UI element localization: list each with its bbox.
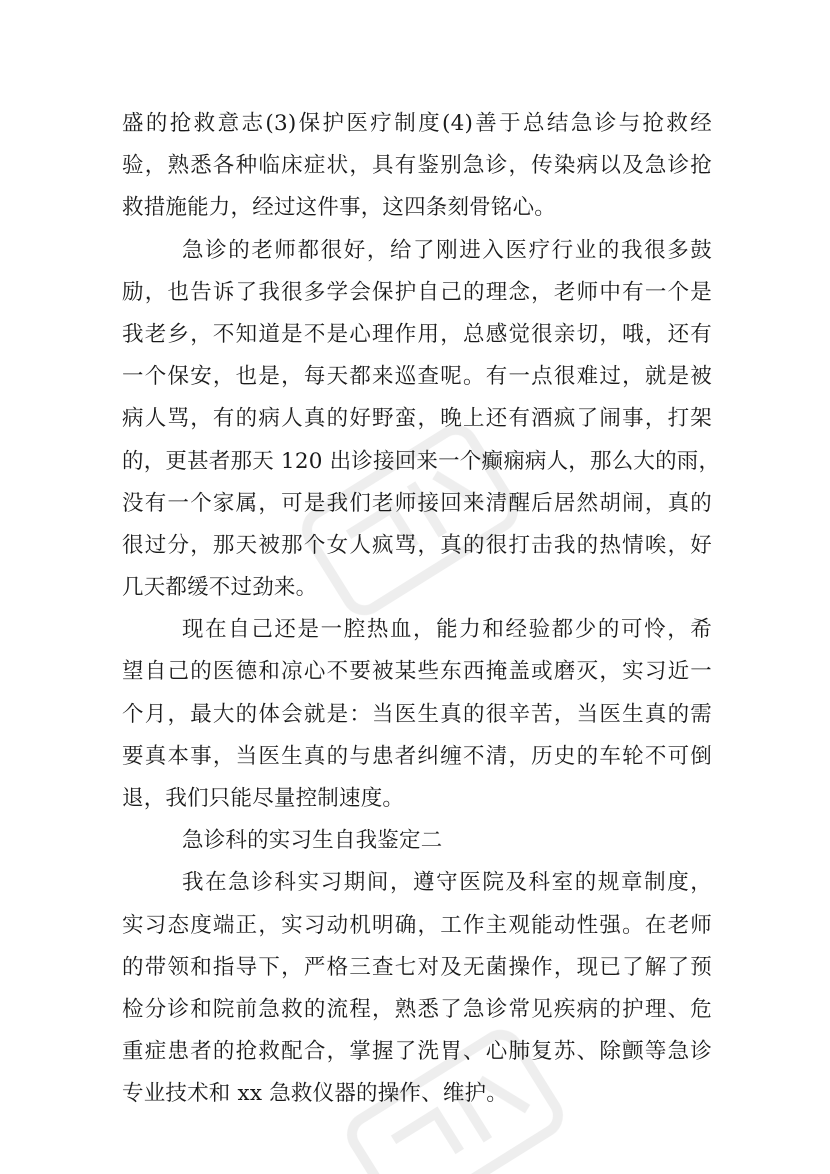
text-line: 盛的抢救意志(3)保护医疗制度(4)善于总结急诊与抢救经	[122, 111, 712, 136]
text-line: 个月，最大的体会就是：当医生真的很辛苦，当医生真的需	[122, 701, 712, 727]
text-line: 一个保安，也是，每天都来巡查呢。有一点很难过，就是被	[122, 364, 712, 390]
text-line: 没有一个家属，可是我们老师接回来清醒后居然胡闹，真的	[122, 490, 712, 516]
text-line: 病人骂，有的病人真的好野蛮，晚上还有酒疯了闹事，打架	[122, 406, 712, 432]
text-line: 望自己的医德和凉心不要被某些东西掩盖或磨灭，实习近一	[122, 659, 712, 685]
text-line: 的带领和指导下，严格三查七对及无菌操作，现已了解了预	[122, 954, 712, 980]
paragraph-start-line: 现在自己还是一腔热血，能力和经验都少的可怜，希	[182, 617, 712, 643]
text-line: 我老乡，不知道是不是心理作用，总感觉很亲切，哦，还有	[122, 321, 712, 347]
text-line: 励，也告诉了我很多学会保护自己的理念，老师中有一个是	[122, 279, 712, 305]
text-line: 实习态度端正，实习动机明确，工作主观能动性强。在老师	[122, 912, 712, 938]
text-line: 退，我们只能尽量控制速度。	[122, 786, 405, 811]
text-line: 的，更甚者那天 120 出诊接回来一个癫痫病人，那么大的雨，	[122, 448, 721, 474]
text-line: 检分诊和院前急救的流程，熟悉了急诊常见疾病的护理、危	[122, 996, 712, 1022]
text-line: 救措施能力，经过这件事，这四条刻骨铭心。	[122, 195, 557, 221]
section-heading: 急诊科的实习生自我鉴定二	[182, 828, 443, 854]
text-line: 重症患者的抢救配合，掌握了洗胃、心肺复苏、除颤等急诊	[122, 1039, 712, 1065]
text-line: 专业技术和 xx 急救仪器的操作、维护。	[122, 1081, 508, 1107]
document-body	[122, 103, 721, 1116]
text-line: 验，熟悉各种临床症状，具有鉴别急诊，传染病以及急诊抢	[122, 153, 712, 179]
text-line: 几天都缓不过劲来。	[122, 575, 318, 601]
text-line: 要真本事，当医生真的与患者纠缠不清，历史的车轮不可倒	[122, 743, 712, 769]
text-line: 很过分，那天被那个女人疯骂，真的很打击我的热情唉，好	[122, 532, 712, 558]
paragraph-start-line: 急诊的老师都很好，给了刚进入医疗行业的我很多鼓	[182, 237, 712, 263]
paragraph-start-line: 我在急诊科实习期间，遵守医院及科室的规章制度，	[182, 870, 712, 896]
